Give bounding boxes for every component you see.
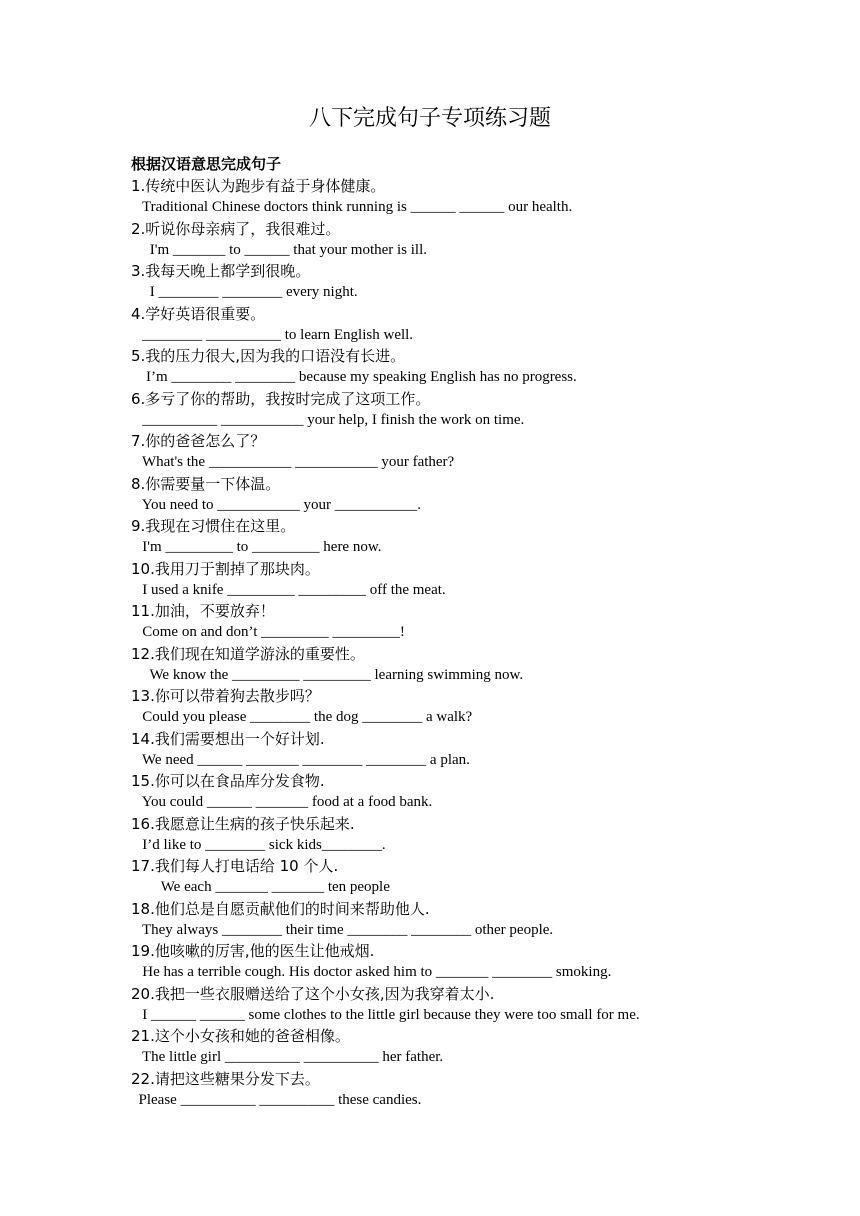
english-sentence: I ______ ______ some clothes to the little girl because they were too small for me. <box>131 1006 640 1023</box>
chinese-prompt: 13.你可以带着狗去散步吗？ <box>131 687 320 705</box>
english-sentence: He has a terrible cough. His doctor asked him to _______ ________ smoking. <box>131 964 612 981</box>
english-sentence: You need to ___________ your ___________. <box>131 496 422 513</box>
chinese-prompt: 19.他咳嗽的厉害,他的医生让他戒烟. <box>131 942 375 960</box>
english-sentence: I’d like to ________ sick kids________. <box>131 836 386 853</box>
english-sentence: We each _______ _______ ten people <box>131 879 390 896</box>
english-sentence: What's the ___________ ___________ your father? <box>131 454 455 471</box>
chinese-prompt: 2.听说你母亲病了，我很难过。 <box>131 219 341 238</box>
chinese-prompt: 22.请把这些糖果分发下去。 <box>131 1069 320 1088</box>
chinese-prompt: 18.他们总是自愿贡献他们的时间来帮助他人. <box>131 899 430 918</box>
english-sentence: We need ______ _______ ________ ________ a plan. <box>131 751 470 768</box>
exercise-item <box>131 899 831 942</box>
english-sentence: ________ __________ to learn English well. <box>131 326 414 343</box>
chinese-prompt: 1.传统中医认为跑步有益于身体健康。 <box>131 177 386 195</box>
exercise-item <box>131 941 831 984</box>
english-sentence: You could ______ _______ food at a food bank. <box>131 794 433 811</box>
exercise-item <box>131 814 831 857</box>
english-sentence: __________ ___________ your help, I finish the work on time. <box>131 411 525 428</box>
chinese-prompt: 16.我愿意让生病的孩子快乐起来. <box>131 814 355 833</box>
english-sentence: Please __________ __________ these candies. <box>131 1091 422 1108</box>
chinese-prompt: 9.我现在习惯住在这里。 <box>131 517 296 535</box>
english-sentence: I ________ ________ every night. <box>131 284 358 301</box>
exercise-item <box>131 644 831 687</box>
section-heading: 根据汉语意思完成句子 <box>131 155 282 173</box>
exercise-item <box>131 219 831 262</box>
exercise-item <box>131 601 831 644</box>
exercise-item <box>131 176 831 219</box>
exercise-item <box>131 261 831 304</box>
exercise-item <box>131 984 831 1027</box>
english-sentence: I'm _______ to ______ that your mother is ill. <box>131 241 428 258</box>
exercise-item <box>131 559 831 602</box>
exercise-item <box>131 856 831 899</box>
chinese-prompt: 12.我们现在知道学游泳的重要性。 <box>131 644 365 663</box>
chinese-prompt: 5.我的压力很大,因为我的口语没有长进。 <box>131 347 406 365</box>
exercise-item <box>131 389 831 432</box>
chinese-prompt: 6.多亏了你的帮助，我按时完成了这项工作。 <box>131 389 431 408</box>
chinese-prompt: 20.我把一些衣服赠送给了这个小女孩,因为我穿着太小. <box>131 984 495 1003</box>
chinese-prompt: 8.你需要量一下体温。 <box>131 474 281 493</box>
exercise-item <box>131 686 831 729</box>
english-sentence: I'm _________ to _________ here now. <box>131 539 382 556</box>
chinese-prompt: 3.我每天晚上都学到很晚。 <box>131 262 311 280</box>
page-title: 八下完成句子专项练习题 <box>308 106 551 131</box>
chinese-prompt: 4.学好英语很重要。 <box>131 304 266 323</box>
chinese-prompt: 15.你可以在食品库分发食物. <box>131 772 325 790</box>
chinese-prompt: 7.你的爸爸怎么了？ <box>131 432 266 450</box>
exercise-item <box>131 771 831 814</box>
exercise-item <box>131 729 831 772</box>
chinese-prompt: 14.我们需要想出一个好计划. <box>131 729 325 748</box>
chinese-prompt: 17.我们每人打电话给 10 个人. <box>131 857 339 875</box>
chinese-prompt: 21.这个小女孩和她的爸爸相像。 <box>131 1027 350 1045</box>
exercise-item <box>131 474 831 517</box>
english-sentence: I’m ________ ________ because my speaking English has no progress. <box>131 369 577 386</box>
exercise-item <box>131 431 831 474</box>
exercise-item <box>131 516 831 559</box>
english-sentence: We know the _________ _________ learning swimming now. <box>131 666 524 683</box>
exercise-list <box>131 176 831 1111</box>
english-sentence: They always ________ their time ________ ________ other people. <box>131 921 554 938</box>
exercise-item <box>131 346 831 389</box>
english-sentence: The little girl __________ __________ her father. <box>131 1049 444 1066</box>
english-sentence: Could you please ________ the dog ________ a walk? <box>131 709 473 726</box>
chinese-prompt: 11.加油，不要放弃！ <box>131 602 275 620</box>
exercise-item <box>131 1026 831 1069</box>
chinese-prompt: 10.我用刀于割掉了那块肉。 <box>131 559 320 578</box>
english-sentence: Come on and don’t _________ _________! <box>131 624 405 641</box>
english-sentence: Traditional Chinese doctors think running is ______ ______ our health. <box>131 199 573 216</box>
english-sentence: I used a knife _________ _________ off the meat. <box>131 581 446 598</box>
exercise-item <box>131 304 831 347</box>
exercise-item <box>131 1069 831 1112</box>
